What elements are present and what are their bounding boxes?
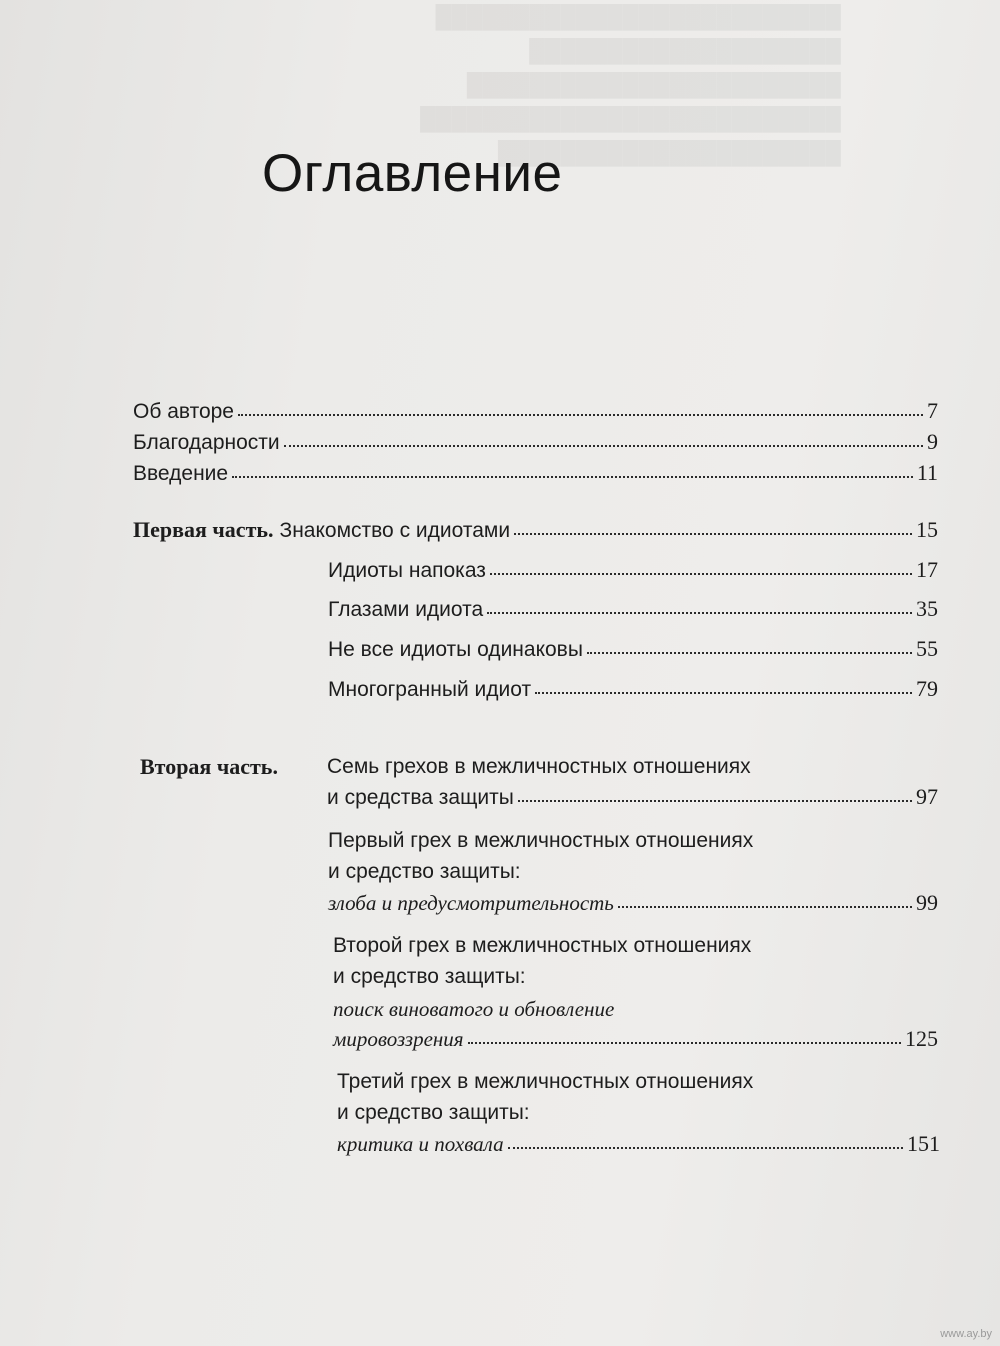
toc-page-number: 11 bbox=[916, 460, 938, 485]
toc-entry-label: Не все идиоты одинаковы bbox=[328, 638, 583, 661]
chapter-line-2[interactable]: и средство защиты: bbox=[333, 965, 526, 988]
reverse-page-show-through: ██████████████████████████ ████████████████████ ████████████████████████ ███████████████████████████ ██████████████████████ bbox=[420, 4, 841, 165]
toc-chapter[interactable] bbox=[328, 674, 938, 705]
leader-dots bbox=[618, 906, 912, 908]
toc-entry-label: Глазами идиота bbox=[328, 598, 484, 621]
toc-entry-about-author[interactable] bbox=[133, 396, 938, 427]
toc-page-number: 7 bbox=[927, 398, 938, 423]
toc-part-2[interactable] bbox=[327, 782, 938, 813]
leader-dots bbox=[238, 414, 923, 416]
toc-chapter[interactable] bbox=[337, 1129, 940, 1159]
leader-dots bbox=[587, 652, 912, 654]
toc-chapter[interactable] bbox=[328, 594, 938, 625]
toc-entry-label: Благодарности bbox=[133, 431, 280, 454]
leader-dots bbox=[490, 573, 912, 575]
part-title: Знакомство с идиотами bbox=[279, 519, 511, 542]
part-2-label bbox=[140, 752, 284, 783]
toc-page-number: 15 bbox=[916, 517, 938, 542]
toc-entry-introduction[interactable] bbox=[133, 458, 938, 489]
toc-chapter[interactable] bbox=[328, 555, 938, 586]
leader-dots bbox=[535, 692, 912, 694]
leader-dots bbox=[232, 476, 913, 478]
toc-entry-label: Многогранный идиот bbox=[328, 678, 532, 701]
chapter-line-1[interactable]: Третий грех в межличностных отношениях bbox=[337, 1070, 754, 1093]
part-label: Первая часть. bbox=[133, 517, 274, 542]
toc-chapter[interactable] bbox=[333, 1024, 938, 1054]
toc-entry-label: Об авторе bbox=[133, 400, 234, 423]
toc-page-number: 17 bbox=[916, 557, 938, 582]
page-title: Оглавление bbox=[262, 144, 563, 203]
toc-entry-acknowledgements[interactable] bbox=[133, 427, 938, 458]
part-title-line-2: и средства защиты bbox=[327, 786, 514, 809]
toc-page-number: 55 bbox=[916, 636, 938, 661]
chapter-subtitle: злоба и предусмотрительность bbox=[328, 891, 614, 915]
toc-page-number: 97 bbox=[916, 784, 938, 809]
toc-entry-label: Введение bbox=[133, 462, 229, 485]
leader-dots bbox=[468, 1042, 901, 1044]
chapter-line-2[interactable]: и средство защиты: bbox=[328, 860, 521, 883]
leader-dots bbox=[508, 1147, 903, 1149]
toc-entry-label: Идиоты напоказ bbox=[328, 559, 486, 582]
leader-dots bbox=[518, 800, 912, 802]
chapter-subtitle: критика и похвала bbox=[337, 1132, 504, 1156]
toc-page-number: 35 bbox=[916, 596, 938, 621]
leader-dots bbox=[514, 533, 912, 535]
chapter-line-1[interactable]: Первый грех в межличностных отношениях bbox=[328, 829, 754, 852]
part-2-title-line-1[interactable]: Семь грехов в межличностных отношениях bbox=[327, 755, 751, 778]
site-watermark: www.ay.by bbox=[940, 1328, 992, 1340]
toc-chapter[interactable] bbox=[328, 634, 938, 665]
toc-page-number: 151 bbox=[907, 1131, 940, 1156]
leader-dots bbox=[284, 445, 923, 447]
chapter-subtitle-continued: мировоззрения bbox=[333, 1027, 464, 1051]
toc-page-number: 9 bbox=[927, 429, 938, 454]
toc-page-number: 79 bbox=[916, 676, 938, 701]
chapter-subtitle[interactable]: поиск виноватого и обновление bbox=[333, 997, 615, 1021]
toc-part-1[interactable] bbox=[133, 515, 938, 546]
toc-page-number: 125 bbox=[905, 1026, 938, 1051]
chapter-line-2[interactable]: и средство защиты: bbox=[337, 1101, 530, 1124]
chapter-line-1[interactable]: Второй грех в межличностных отношениях bbox=[333, 934, 752, 957]
part-label: Вторая часть. bbox=[140, 754, 278, 779]
toc-page-number: 99 bbox=[916, 890, 938, 915]
leader-dots bbox=[487, 612, 912, 614]
toc-chapter[interactable] bbox=[328, 888, 938, 918]
